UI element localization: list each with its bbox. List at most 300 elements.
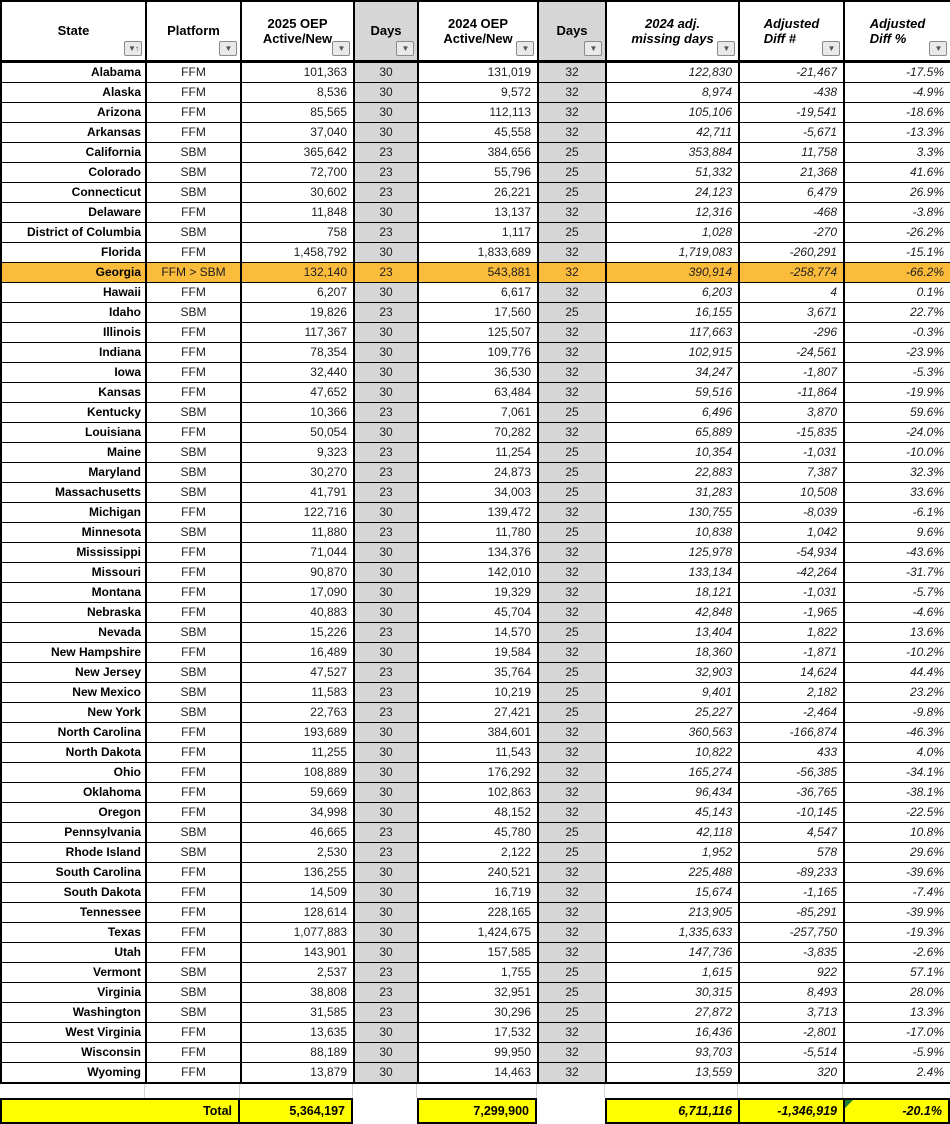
days-2025-cell: 23 xyxy=(354,622,418,642)
adjusted-diff-pct-cell: 41.6% xyxy=(844,162,950,182)
adj-missing-days-cell: 9,401 xyxy=(606,682,739,702)
adj-missing-days-cell: 25,227 xyxy=(606,702,739,722)
oep-2025-cell: 1,077,883 xyxy=(241,922,354,942)
header-label: 2024 OEP xyxy=(448,15,508,31)
days-2025-cell: 30 xyxy=(354,242,418,262)
adjusted-diff-num-cell: -1,031 xyxy=(739,442,844,462)
adjusted-diff-pct-cell: 22.7% xyxy=(844,302,950,322)
days-2025-cell: 30 xyxy=(354,762,418,782)
platform-cell: FFM xyxy=(146,102,241,122)
adjusted-diff-pct-cell: -5.7% xyxy=(844,582,950,602)
oep-2025-cell: 78,354 xyxy=(241,342,354,362)
total-row xyxy=(0,1098,950,1124)
oep-2025-cell: 72,700 xyxy=(241,162,354,182)
table-row xyxy=(1,1002,950,1022)
table-row xyxy=(1,342,950,362)
adjusted-diff-num-cell: -42,264 xyxy=(739,562,844,582)
days-2024-cell: 25 xyxy=(538,142,606,162)
oep-2025-cell: 6,207 xyxy=(241,282,354,302)
days-2025-cell: 30 xyxy=(354,862,418,882)
oep-2024-cell: 131,019 xyxy=(418,61,538,82)
adj-missing-days-cell: 6,203 xyxy=(606,282,739,302)
platform-cell: SBM xyxy=(146,962,241,982)
filter-sort-asc-icon[interactable]: ▼↑ xyxy=(124,41,142,56)
days-2024-cell: 32 xyxy=(538,782,606,802)
adjusted-diff-num-cell: -270 xyxy=(739,222,844,242)
adjusted-diff-num-cell: -1,965 xyxy=(739,602,844,622)
days-2024-cell: 25 xyxy=(538,702,606,722)
days-2024-cell: 32 xyxy=(538,802,606,822)
state-cell: Nevada xyxy=(1,622,146,642)
state-cell: Washington xyxy=(1,1002,146,1022)
header-label: Active/New xyxy=(262,30,333,46)
oep-2025-cell: 47,652 xyxy=(241,382,354,402)
filter-dropdown-icon[interactable]: ▼ xyxy=(717,41,735,56)
adj-missing-days-cell: 96,434 xyxy=(606,782,739,802)
adjusted-diff-pct-cell: -7.4% xyxy=(844,882,950,902)
platform-cell: SBM xyxy=(146,442,241,462)
days-2024-cell: 25 xyxy=(538,182,606,202)
days-2024-cell: 32 xyxy=(538,742,606,762)
days-2025-cell: 30 xyxy=(354,602,418,622)
filter-dropdown-icon[interactable]: ▼ xyxy=(396,41,414,56)
days-2024-cell: 25 xyxy=(538,1002,606,1022)
platform-cell: SBM xyxy=(146,822,241,842)
platform-cell: FFM xyxy=(146,61,241,82)
table-row xyxy=(1,242,950,262)
filter-dropdown-icon[interactable]: ▼ xyxy=(584,41,602,56)
oep-2025-cell: 46,665 xyxy=(241,822,354,842)
state-cell: Wisconsin xyxy=(1,1042,146,1062)
table-row xyxy=(1,782,950,802)
state-cell: Nebraska xyxy=(1,602,146,622)
oep-2024-cell: 157,585 xyxy=(418,942,538,962)
adjusted-diff-num-cell: 8,493 xyxy=(739,982,844,1002)
table-row xyxy=(1,1042,950,1062)
state-cell: Mississippi xyxy=(1,542,146,562)
column-header-adjusted-diff-num xyxy=(739,1,844,61)
days-2025-cell: 23 xyxy=(354,162,418,182)
oep-2025-cell: 32,440 xyxy=(241,362,354,382)
total-oep-2024-cell: 7,299,900 xyxy=(473,1103,529,1118)
platform-cell: SBM xyxy=(146,662,241,682)
header-label: 2024 adj. xyxy=(645,15,700,31)
days-2025-cell: 30 xyxy=(354,742,418,762)
oep-2025-cell: 11,848 xyxy=(241,202,354,222)
oep-2024-cell: 24,873 xyxy=(418,462,538,482)
state-cell: Arizona xyxy=(1,102,146,122)
platform-cell: FFM xyxy=(146,782,241,802)
adjusted-diff-num-cell: -2,801 xyxy=(739,1022,844,1042)
filter-dropdown-icon[interactable]: ▼ xyxy=(219,41,237,56)
adjusted-diff-pct-cell: -43.6% xyxy=(844,542,950,562)
adj-missing-days-cell: 122,830 xyxy=(606,61,739,82)
adjusted-diff-pct-cell: -38.1% xyxy=(844,782,950,802)
table-row xyxy=(1,822,950,842)
adjusted-diff-num-cell: -1,165 xyxy=(739,882,844,902)
table-row xyxy=(1,922,950,942)
platform-cell: FFM xyxy=(146,322,241,342)
table-row xyxy=(1,162,950,182)
table-row xyxy=(1,502,950,522)
oep-2024-cell: 1,755 xyxy=(418,962,538,982)
oep-2024-cell: 55,796 xyxy=(418,162,538,182)
platform-cell: FFM xyxy=(146,722,241,742)
oep-2024-cell: 176,292 xyxy=(418,762,538,782)
oep-2024-cell: 139,472 xyxy=(418,502,538,522)
header-row xyxy=(1,1,950,61)
adj-missing-days-cell: 225,488 xyxy=(606,862,739,882)
platform-cell: FFM xyxy=(146,882,241,902)
oep-2025-cell: 11,255 xyxy=(241,742,354,762)
platform-cell: FFM xyxy=(146,422,241,442)
oep-2024-cell: 70,282 xyxy=(418,422,538,442)
days-2024-cell: 25 xyxy=(538,822,606,842)
days-2025-cell: 23 xyxy=(354,302,418,322)
adjusted-diff-pct-cell: -31.7% xyxy=(844,562,950,582)
state-cell: North Dakota xyxy=(1,742,146,762)
table-row xyxy=(1,122,950,142)
days-2024-cell: 32 xyxy=(538,642,606,662)
adjusted-diff-pct-cell: -39.9% xyxy=(844,902,950,922)
oep-2024-cell: 543,881 xyxy=(418,262,538,282)
oep-2025-cell: 14,509 xyxy=(241,882,354,902)
adjusted-diff-pct-cell: 29.6% xyxy=(844,842,950,862)
adjusted-diff-num-cell: -5,514 xyxy=(739,1042,844,1062)
state-cell: Hawaii xyxy=(1,282,146,302)
platform-cell: FFM xyxy=(146,642,241,662)
days-2024-cell: 25 xyxy=(538,662,606,682)
adj-missing-days-cell: 51,332 xyxy=(606,162,739,182)
adj-missing-days-cell: 10,822 xyxy=(606,742,739,762)
days-2025-cell: 30 xyxy=(354,542,418,562)
adj-missing-days-cell: 27,872 xyxy=(606,1002,739,1022)
adjusted-diff-num-cell: 1,042 xyxy=(739,522,844,542)
adj-missing-days-cell: 213,905 xyxy=(606,902,739,922)
total-row-spacer xyxy=(537,1098,605,1124)
oep-2024-cell: 228,165 xyxy=(418,902,538,922)
total-adj-missing-cell: 6,711,116 xyxy=(678,1103,732,1118)
oep-2024-cell: 109,776 xyxy=(418,342,538,362)
adjusted-diff-num-cell: 320 xyxy=(739,1062,844,1083)
days-2024-cell: 25 xyxy=(538,442,606,462)
adjusted-diff-num-cell: 6,479 xyxy=(739,182,844,202)
adjusted-diff-pct-cell: -17.0% xyxy=(844,1022,950,1042)
state-cell: Maine xyxy=(1,442,146,462)
oep-2025-cell: 108,889 xyxy=(241,762,354,782)
filter-dropdown-icon[interactable]: ▼ xyxy=(929,41,947,56)
adjusted-diff-num-cell: -260,291 xyxy=(739,242,844,262)
adjusted-diff-num-cell: -166,874 xyxy=(739,722,844,742)
table-row xyxy=(1,182,950,202)
adj-missing-days-cell: 130,755 xyxy=(606,502,739,522)
platform-cell: FFM xyxy=(146,382,241,402)
days-2025-cell: 30 xyxy=(354,82,418,102)
adj-missing-days-cell: 10,354 xyxy=(606,442,739,462)
adjusted-diff-num-cell: -11,864 xyxy=(739,382,844,402)
days-2025-cell: 23 xyxy=(354,822,418,842)
total-adjusted-diff-pct-cell xyxy=(843,1100,948,1122)
adjusted-diff-pct-cell: -19.3% xyxy=(844,922,950,942)
days-2024-cell: 32 xyxy=(538,902,606,922)
platform-cell: SBM xyxy=(146,702,241,722)
state-cell: New Jersey xyxy=(1,662,146,682)
filter-dropdown-icon[interactable]: ▼ xyxy=(822,41,840,56)
adj-missing-days-cell: 125,978 xyxy=(606,542,739,562)
days-2025-cell: 30 xyxy=(354,782,418,802)
oep-2024-cell: 1,424,675 xyxy=(418,922,538,942)
days-2024-cell: 32 xyxy=(538,1062,606,1083)
oep-2024-cell: 26,221 xyxy=(418,182,538,202)
table-row xyxy=(1,1062,950,1083)
table-row xyxy=(1,602,950,622)
adjusted-diff-num-cell: -438 xyxy=(739,82,844,102)
oep-2024-cell: 13,137 xyxy=(418,202,538,222)
days-2025-cell: 23 xyxy=(354,142,418,162)
state-cell: Ohio xyxy=(1,762,146,782)
header-label: 2025 OEP xyxy=(267,15,328,31)
adjusted-diff-num-cell: -468 xyxy=(739,202,844,222)
adj-missing-days-cell: 65,889 xyxy=(606,422,739,442)
adj-missing-days-cell: 15,674 xyxy=(606,882,739,902)
oep-2025-cell: 15,226 xyxy=(241,622,354,642)
days-2025-cell: 23 xyxy=(354,1002,418,1022)
platform-cell: SBM xyxy=(146,842,241,862)
state-cell: North Carolina xyxy=(1,722,146,742)
oep-2024-cell: 63,484 xyxy=(418,382,538,402)
platform-cell: FFM xyxy=(146,1062,241,1083)
adjusted-diff-num-cell: -24,561 xyxy=(739,342,844,362)
adjusted-diff-pct-cell: -19.9% xyxy=(844,382,950,402)
oep-2024-cell: 17,532 xyxy=(418,1022,538,1042)
adj-missing-days-cell: 34,247 xyxy=(606,362,739,382)
adjusted-diff-pct-cell: -10.0% xyxy=(844,442,950,462)
adj-missing-days-cell: 32,903 xyxy=(606,662,739,682)
filter-dropdown-icon[interactable]: ▼ xyxy=(516,41,534,56)
oep-2025-cell: 136,255 xyxy=(241,862,354,882)
platform-cell: FFM xyxy=(146,602,241,622)
adj-missing-days-cell: 13,559 xyxy=(606,1062,739,1083)
adjusted-diff-num-cell: -1,871 xyxy=(739,642,844,662)
days-2024-cell: 32 xyxy=(538,82,606,102)
days-2025-cell: 23 xyxy=(354,262,418,282)
days-2025-cell: 23 xyxy=(354,982,418,1002)
adjusted-diff-num-cell: 4,547 xyxy=(739,822,844,842)
column-header-days-2025 xyxy=(354,1,418,61)
adjusted-diff-num-cell: -8,039 xyxy=(739,502,844,522)
table-row xyxy=(1,422,950,442)
state-cell: South Carolina xyxy=(1,862,146,882)
state-cell: Colorado xyxy=(1,162,146,182)
oep-2024-cell: 16,719 xyxy=(418,882,538,902)
days-2025-cell: 30 xyxy=(354,802,418,822)
table-row xyxy=(1,522,950,542)
oep-2025-cell: 88,189 xyxy=(241,1042,354,1062)
days-2024-cell: 25 xyxy=(538,402,606,422)
adj-missing-days-cell: 24,123 xyxy=(606,182,739,202)
days-2024-cell: 32 xyxy=(538,582,606,602)
oep-2024-cell: 11,780 xyxy=(418,522,538,542)
oep-2024-cell: 1,117 xyxy=(418,222,538,242)
oep-2024-cell: 19,329 xyxy=(418,582,538,602)
platform-cell: FFM xyxy=(146,862,241,882)
oep-2025-cell: 59,669 xyxy=(241,782,354,802)
adjusted-diff-num-cell: 3,713 xyxy=(739,1002,844,1022)
adjusted-diff-pct-cell: -66.2% xyxy=(844,262,950,282)
platform-cell: SBM xyxy=(146,682,241,702)
platform-cell: SBM xyxy=(146,302,241,322)
platform-cell: FFM xyxy=(146,902,241,922)
days-2025-cell: 30 xyxy=(354,1062,418,1083)
adjusted-diff-pct-cell: 23.2% xyxy=(844,682,950,702)
oep-2024-cell: 10,219 xyxy=(418,682,538,702)
days-2024-cell: 32 xyxy=(538,362,606,382)
total-adjusted-diff-num-cell: -1,346,919 xyxy=(738,1100,843,1122)
adj-missing-days-cell: 42,848 xyxy=(606,602,739,622)
adjusted-diff-num-cell: -21,467 xyxy=(739,61,844,82)
adj-missing-days-cell: 30,315 xyxy=(606,982,739,1002)
platform-cell: FFM xyxy=(146,802,241,822)
days-2024-cell: 25 xyxy=(538,962,606,982)
days-2025-cell: 30 xyxy=(354,342,418,362)
adj-missing-days-cell: 10,838 xyxy=(606,522,739,542)
header-label: Days xyxy=(556,23,588,39)
oep-2025-cell: 30,602 xyxy=(241,182,354,202)
adjusted-diff-num-cell: 433 xyxy=(739,742,844,762)
adjusted-diff-pct-cell: 13.3% xyxy=(844,1002,950,1022)
table-row xyxy=(1,61,950,82)
adjusted-diff-pct-cell: 9.6% xyxy=(844,522,950,542)
oep-2024-cell: 2,122 xyxy=(418,842,538,862)
days-2024-cell: 32 xyxy=(538,562,606,582)
adjusted-diff-num-cell: -257,750 xyxy=(739,922,844,942)
oep-2024-cell: 17,560 xyxy=(418,302,538,322)
adjusted-diff-pct-cell: -15.1% xyxy=(844,242,950,262)
platform-cell: FFM xyxy=(146,1022,241,1042)
table-row xyxy=(1,142,950,162)
table-row xyxy=(1,82,950,102)
table-row xyxy=(1,322,950,342)
adjusted-diff-num-cell: 922 xyxy=(739,962,844,982)
platform-cell: FFM xyxy=(146,542,241,562)
adj-missing-days-cell: 22,883 xyxy=(606,462,739,482)
oep-2025-cell: 365,642 xyxy=(241,142,354,162)
oep-2025-cell: 22,763 xyxy=(241,702,354,722)
table-row xyxy=(1,762,950,782)
days-2024-cell: 32 xyxy=(538,762,606,782)
oep-2025-cell: 128,614 xyxy=(241,902,354,922)
days-2025-cell: 23 xyxy=(354,482,418,502)
table-row xyxy=(1,962,950,982)
days-2024-cell: 25 xyxy=(538,462,606,482)
state-cell: Virginia xyxy=(1,982,146,1002)
platform-cell: SBM xyxy=(146,142,241,162)
table-row xyxy=(1,662,950,682)
adjusted-diff-num-cell: 2,182 xyxy=(739,682,844,702)
column-header-days-2024 xyxy=(538,1,606,61)
days-2024-cell: 25 xyxy=(538,302,606,322)
oep-2024-cell: 45,704 xyxy=(418,602,538,622)
oep-2024-cell: 384,601 xyxy=(418,722,538,742)
header-label: missing days xyxy=(631,30,714,46)
days-2024-cell: 32 xyxy=(538,942,606,962)
adjusted-diff-num-cell: -89,233 xyxy=(739,862,844,882)
adjusted-diff-pct-cell: 13.6% xyxy=(844,622,950,642)
spacer-row xyxy=(0,1084,950,1098)
table-row xyxy=(1,742,950,762)
oep-2024-cell: 48,152 xyxy=(418,802,538,822)
adjusted-diff-num-cell: -36,765 xyxy=(739,782,844,802)
oep-2024-cell: 14,463 xyxy=(418,1062,538,1083)
days-2025-cell: 30 xyxy=(354,102,418,122)
adj-missing-days-cell: 8,974 xyxy=(606,82,739,102)
oep-2024-cell: 30,296 xyxy=(418,1002,538,1022)
adjusted-diff-num-cell: 10,508 xyxy=(739,482,844,502)
adjusted-diff-num-cell: -296 xyxy=(739,322,844,342)
state-cell: Iowa xyxy=(1,362,146,382)
oep-2025-cell: 132,140 xyxy=(241,262,354,282)
adjusted-diff-pct-cell: 32.3% xyxy=(844,462,950,482)
adj-missing-days-cell: 16,155 xyxy=(606,302,739,322)
oep-2025-cell: 50,054 xyxy=(241,422,354,442)
oep-2025-cell: 8,536 xyxy=(241,82,354,102)
adjusted-diff-num-cell: -258,774 xyxy=(739,262,844,282)
oep-2025-cell: 37,040 xyxy=(241,122,354,142)
days-2025-cell: 30 xyxy=(354,902,418,922)
days-2025-cell: 30 xyxy=(354,61,418,82)
adjusted-diff-pct-cell: -22.5% xyxy=(844,802,950,822)
header-label: Platform xyxy=(167,23,220,39)
adjusted-diff-pct-cell: -10.2% xyxy=(844,642,950,662)
state-cell: Wyoming xyxy=(1,1062,146,1083)
state-cell: Delaware xyxy=(1,202,146,222)
oep-2025-cell: 17,090 xyxy=(241,582,354,602)
adjusted-diff-pct-cell: 57.1% xyxy=(844,962,950,982)
oep-2025-cell: 40,883 xyxy=(241,602,354,622)
oep-2025-cell: 101,363 xyxy=(241,61,354,82)
table-row xyxy=(1,622,950,642)
oep-2025-cell: 1,458,792 xyxy=(241,242,354,262)
adjusted-diff-num-cell: -54,934 xyxy=(739,542,844,562)
adjusted-diff-pct-cell: 3.3% xyxy=(844,142,950,162)
state-cell: Connecticut xyxy=(1,182,146,202)
table-row xyxy=(1,942,950,962)
state-cell: Florida xyxy=(1,242,146,262)
platform-cell: FFM xyxy=(146,82,241,102)
adjusted-diff-pct-cell: -6.1% xyxy=(844,502,950,522)
days-2025-cell: 23 xyxy=(354,522,418,542)
days-2024-cell: 32 xyxy=(538,262,606,282)
adjusted-diff-num-cell: 1,822 xyxy=(739,622,844,642)
oep-2024-cell: 1,833,689 xyxy=(418,242,538,262)
days-2024-cell: 32 xyxy=(538,102,606,122)
days-2025-cell: 30 xyxy=(354,422,418,442)
days-2025-cell: 30 xyxy=(354,922,418,942)
adjusted-diff-num-cell: 3,671 xyxy=(739,302,844,322)
days-2024-cell: 32 xyxy=(538,322,606,342)
days-2025-cell: 30 xyxy=(354,1042,418,1062)
adj-missing-days-cell: 59,516 xyxy=(606,382,739,402)
table-row xyxy=(1,902,950,922)
state-cell: Massachusetts xyxy=(1,482,146,502)
days-2025-cell: 30 xyxy=(354,1022,418,1042)
adj-missing-days-cell: 13,404 xyxy=(606,622,739,642)
state-cell: Kansas xyxy=(1,382,146,402)
filter-dropdown-icon[interactable]: ▼ xyxy=(332,41,350,56)
adjusted-diff-num-cell: -3,835 xyxy=(739,942,844,962)
oep-2024-cell: 125,507 xyxy=(418,322,538,342)
adj-missing-days-cell: 12,316 xyxy=(606,202,739,222)
